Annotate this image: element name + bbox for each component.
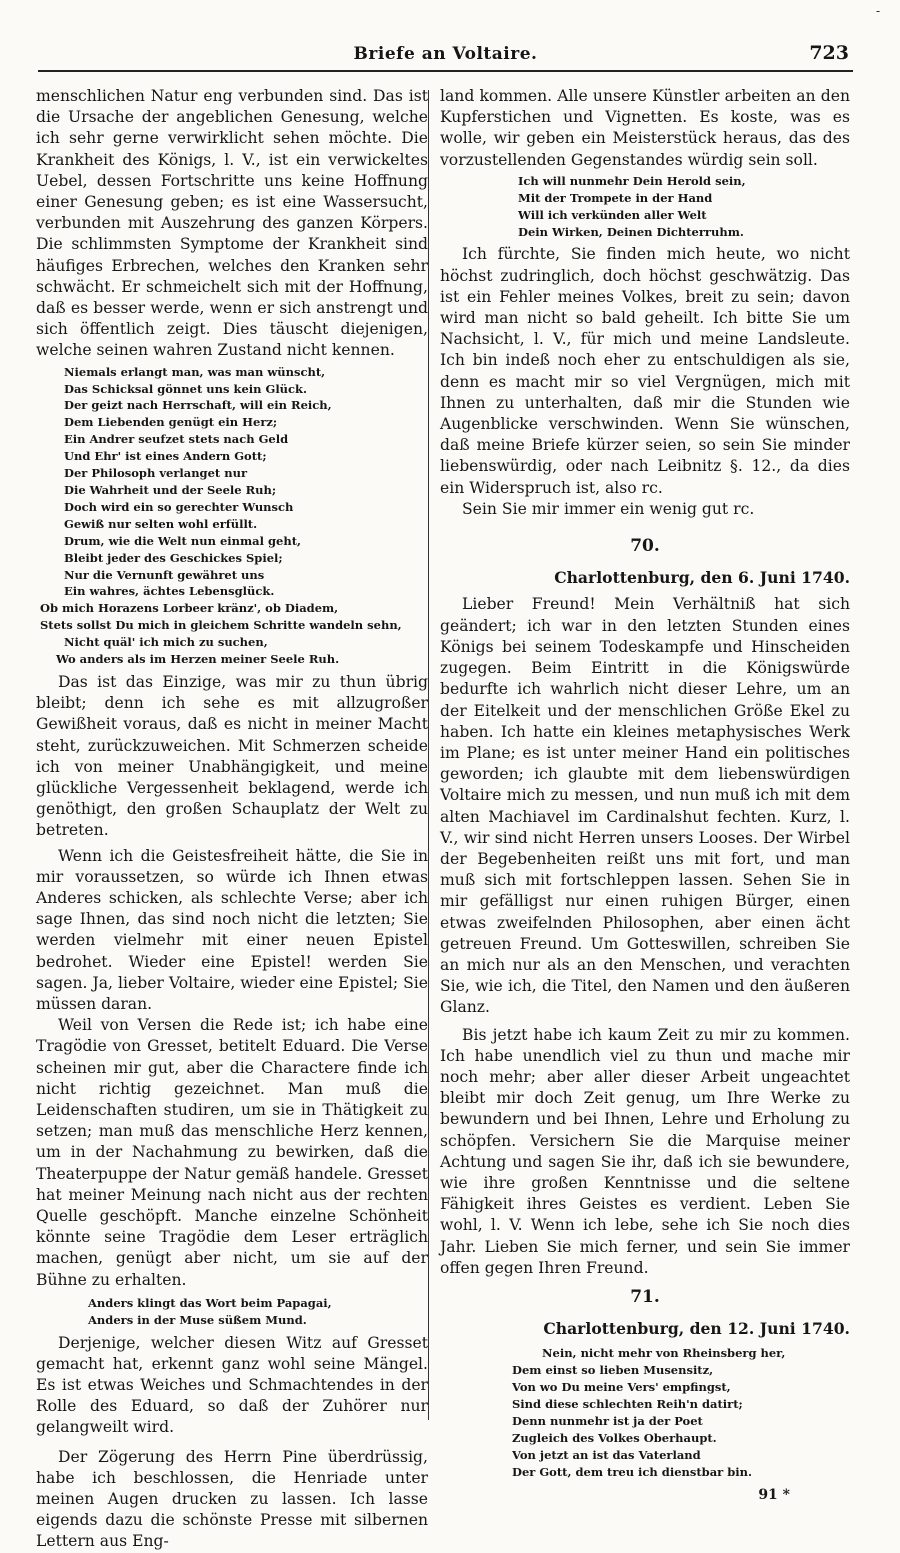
verse-line: Von jetzt an ist das Vaterland (512, 1447, 701, 1462)
verse-line: Stets sollst Du mich in gleichem Schritte wandeln sehn, (40, 618, 402, 633)
letter-place-date: Charlottenburg, den 12. Juni 1740. (543, 1319, 850, 1339)
right-column (440, 86, 850, 1506)
verse-line: Ob mich Horazens Lorbeer kränz', ob Diadem, (40, 601, 339, 616)
verse-line: Nicht quäl' ich mich zu suchen, (64, 635, 268, 650)
paragraph: Das ist das Einzige, was mir zu thun übrig bleibt; denn ich sehe es mit allzugroßer Gewißheit voraus, daß es nicht in meiner Macht steht, zurückzuweichen. Mit Schmerzen scheide ich von meiner Unabhängigkeit, und meine glückliche Vergessenheit beklagend, werde ich genöthigt, den großen Schauplatz der Welt zu betreten. (36, 672, 428, 840)
letter-number: 71. (630, 1286, 660, 1307)
verse-line: Niemals erlangt man, was man wünscht, (64, 364, 326, 379)
paragraph: Derjenige, welcher diesen Witz auf Gresset gemacht hat, erkennt ganz wohl seine Mängel. Es ist etwas Weiches und Schmachtendes in der Rolle des Eduard, so daß der Zuhörer nur gelangweilt wird. (36, 1333, 428, 1437)
verse-line: Der Philosoph verlanget nur (64, 466, 248, 481)
corner-mark: - (876, 4, 881, 18)
paragraph: Lieber Freund! Mein Verhältniß hat sich geändert; ich war in den letzten Stunden eines Königs bei seinem Todeskampfe und Hinscheiden zugegen. Beim Eintritt in die Königswürde bedurfte ich wahrlich nicht dieser Lehre, um an der Eitelkeit und der menschlichen Größe Ekel zu haben. Ich hatte ein kleines metaphysisches Werk im Plane; es ist unter meiner Hand ein politisches geworden; ich glaubte mit dem liebenswürdigen Voltaire mich zu messen, und nun muß ich mit dem alten Machiavel im Cardinalshut fechten. Kurz, l. V., wir sind nicht Herren unsers Looses. Der Wirbel der Begebenheiten reißt uns mit fort, und man muß sich mit fortschleppen lassen. Sehen Sie in mir gefälligst nur einen ruhigen Bürger, einen etwas zweifelnden Philosophen, aber einen ächt getreuen Freund. Um Gotteswillen, schreiben Sie an mich nur als an den Menschen, und verachten Sie, wie ich, die Titel, den Namen und den äußeren Glanz. (440, 595, 850, 1017)
column-divider (428, 90, 429, 1420)
verse-block (36, 1295, 428, 1329)
verse-line: Denn nunmehr ist ja der Poet (512, 1414, 703, 1429)
verse-line: Dem einst so lieben Musensitz, (512, 1363, 714, 1378)
verse-line: Das Schicksal gönnet uns kein Glück. (64, 381, 308, 396)
paragraph: Wenn ich die Geistesfreiheit hätte, die Sie in mir voraussetzen, so würde ich Ihnen etwas Anderes schicken, als schlechte Verse; aber ich sage Ihnen, das sind noch nicht die letzten; Sie werden vielmehr mit einer neuen Epistel bedrohet. Wieder eine Epistel! werden Sie sagen. Ja, lieber Voltaire, wieder eine Epistel; Sie müssen daran. (36, 846, 428, 1013)
letter-number: 70. (630, 536, 660, 557)
verse-line: Und Ehr' ist eines Andern Gott; (64, 449, 267, 464)
verse-line: Anders in der Muse süßem Mund. (88, 1312, 307, 1327)
signature-mark: 91 * (758, 1486, 790, 1503)
left-column (36, 86, 428, 1553)
paragraph: land kommen. Alle unsere Künstler arbeiten an den Kupferstichen und Vignetten. Es koste, was es wolle, wir geben ein Meisterstück heraus, das des vorzustellenden Gegenstandes würdig sein soll. (440, 87, 850, 169)
paragraph: Ich fürchte, Sie finden mich heute, wo nicht höchst zudringlich, doch höchst geschwätzig. Das ist ein Fehler meines Volkes, breit zu sein; davon wird man nicht so bald geheilt. Ich bitte Sie um Nachsicht, l. V., für mich und meine Landsleute. Ich bin indeß noch eher zu entschuldigen als sie, denn es macht mir so viel Vergnügen, mich mit Ihnen zu unterhalten, daß mir die Stunden wie Augenblicke verschwinden. Wenn Sie wünschen, daß meine Briefe kürzer seien, so sein Sie minder liebenswürdig, oder nach Leibnitz §. 12., da dies ein Widerspruch ist, also rc. (440, 245, 850, 497)
verse-line: Dem Liebenden genügt ein Herz; (64, 415, 278, 430)
verse-line: Von wo Du meine Vers' empfingst, (512, 1380, 731, 1395)
verse-line: Wo anders als im Herzen meiner Seele Ruh. (56, 652, 340, 667)
verse-line: Der Gott, dem treu ich dienstbar bin. (512, 1464, 752, 1479)
verse-line: Drum, wie die Welt nun einmal geht, (64, 533, 302, 548)
paragraph: Weil von Versen die Rede ist; ich habe eine Tragödie von Gresset, betitelt Eduard. Die Verse scheinen mir gut, aber die Charactere finde ich nicht richtig gezeichnet. Man muß die Leidenschaften studiren, um sie in Thätigkeit zu setzen; man muß das menschliche Herz kennen, um in der Nachahmung zu bewirken, daß die Theaterpuppe der Natur gemäß handele. Gresset hat meiner Meinung nach nicht aus der rechten Quelle geschöpft. Manche einzelne Schönheit könnte seine Tragödie dem Leser erträglich machen, genügt aber nicht, um sie auf der Bühne zu erhalten. (36, 1016, 428, 1289)
paragraph: Sein Sie mir immer ein wenig gut rc. (462, 499, 755, 518)
verse-line: Nur die Vernunft gewähret uns (64, 567, 265, 582)
verse-line: Zugleich des Volkes Oberhaupt. (512, 1430, 717, 1445)
verse-line: Ich will nunmehr Dein Herold sein, (518, 173, 746, 188)
verse-line: Der geizt nach Herrschaft, will ein Reich, (64, 398, 332, 413)
verse-line: Die Wahrheit und der Seele Ruh; (64, 482, 277, 497)
letter-place-date: Charlottenburg, den 6. Juni 1740. (554, 568, 850, 588)
verse-line: Anders klingt das Wort beim Papagai, (88, 1295, 332, 1310)
verse-block (440, 1345, 850, 1480)
page-number: 723 (809, 42, 849, 64)
paragraph: Bis jetzt habe ich kaum Zeit zu mir zu kommen. Ich habe unendlich viel zu thun und mache mir noch mehr; aber aller dieser Arbeit ungeachtet bleibt mir doch Zeit genug, um Ihre Werke zu bewundern und bei Ihnen, Lehre und Erholung zu schöpfen. Versichern Sie die Marquise meiner Achtung und sagen Sie ihr, daß ich sie bewundere, wie ihre großen Kenntnisse und die seltene Fähigkeit ihres Geistes es verdient. Leben Sie wohl, l. V. Wenn ich lebe, sehe ich Sie noch dies Jahr. Lieben Sie mich ferner, und sein Sie immer offen gegen Ihren Freund. (440, 1025, 850, 1277)
verse-line: Mit der Trompete in der Hand (518, 190, 713, 205)
paragraph: Der Zögerung des Herrn Pine überdrüssig, habe ich beschlossen, die Henriade unter meinen Augen drucken zu lassen. Ich lasse eigends dazu die schönste Presse mit silbernen Lettern aus Eng- (36, 1447, 428, 1551)
running-title: Briefe an Voltaire. (353, 44, 538, 64)
verse-block (440, 173, 850, 241)
verse-block (36, 364, 428, 668)
verse-line: Dein Wirken, Deinen Dichterruhm. (518, 224, 744, 239)
verse-line: Doch wird ein so gerechter Wunsch (64, 499, 294, 514)
verse-line: Ein Andrer seufzet stets nach Geld (64, 432, 289, 447)
paragraph: menschlichen Natur eng verbunden sind. Das ist die Ursache der angeblichen Genesung, welche ich sehr gerne verwirklicht sehen möchte. Die Krankheit des Königs, l. V., ist ein verwickeltes Uebel, dessen Fortschritte uns keine Hoffnung einer Genesung geben; es ist eine Wassersucht, verbunden mit Auszehrung des ganzen Körpers. Die schlimmsten Symptome der Krankheit sind häufiges Erbrechen, welches den Kranken sehr schwächt. Er schmeichelt sich mit der Hoffnung, daß es besser werde, wenn er sich anstrengt und sich öffentlich zeigt. Dies täuscht diejenigen, welche seinen wahren Zustand nicht kennen. (36, 87, 428, 360)
verse-line: Will ich verkünden aller Welt (518, 207, 707, 222)
verse-line: Gewiß nur selten wohl erfüllt. (64, 516, 258, 531)
running-header (38, 40, 853, 72)
verse-line: Nein, nicht mehr von Rheinsberg her, (542, 1346, 786, 1361)
verse-line: Sind diese schlechten Reih'n datirt; (512, 1397, 743, 1412)
verse-line: Bleibt jeder des Geschickes Spiel; (64, 550, 283, 565)
verse-line: Ein wahres, ächtes Lebensglück. (64, 584, 275, 599)
